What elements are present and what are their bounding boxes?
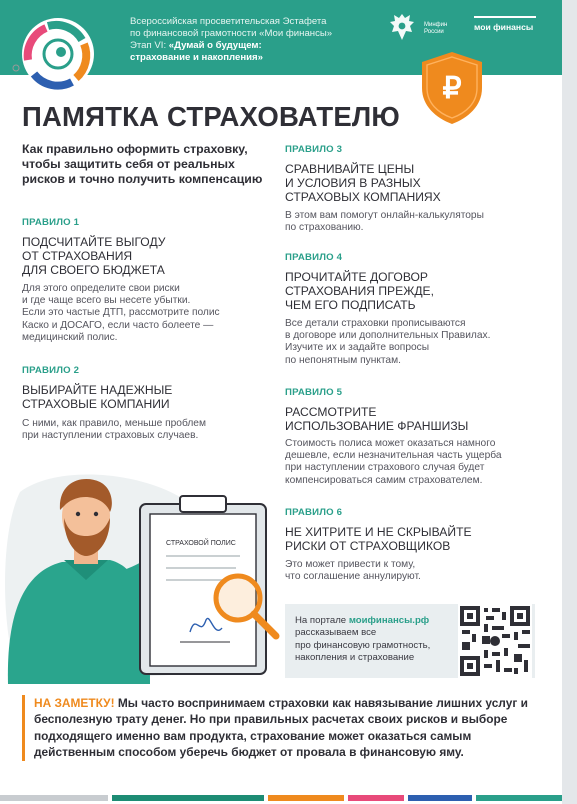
rule-5-label: ПРАВИЛО 5 [285,387,343,398]
note-label: НА ЗАМЕТКУ! [34,696,115,710]
relay-logo-icon [6,4,114,92]
rule-3-label: ПРАВИЛО 3 [285,144,343,155]
bottom-bar-blue [408,795,472,801]
relay-line-2: по финансовой грамотности «Мои финансы» [130,28,333,39]
moi-finansy-logo-text: мои финансы [474,22,534,32]
portal-prefix: На портале [295,615,349,626]
rule-4-title: ПРОЧИТАЙТЕ ДОГОВОР СТРАХОВАНИЯ ПРЕЖДЕ, ЧЕМ ЕГО ПОДПИСАТЬ [285,270,434,313]
rule-6-label: ПРАВИЛО 6 [285,507,343,518]
rule-2-label: ПРАВИЛО 2 [22,365,80,376]
portal-link[interactable]: моифинансы.рф [348,615,430,626]
svg-text:₽: ₽ [442,72,462,105]
rule-6-title: НЕ ХИТРИТЕ И НЕ СКРЫВАЙТЕ РИСКИ ОТ СТРАХОВЩИКОВ [285,525,472,554]
coat-of-arms-icon [388,12,416,42]
rule-6-text: Это может привести к тому, что соглашение аннулируют. [285,559,421,583]
portal-info-box [285,604,535,678]
page-edge-strip [562,0,577,804]
rule-4-text: Все детали страховки прописываются в договоре или дополнительных Правилах. Изучите их и задайте вопросы по непонятным пунктам. [285,318,491,366]
bottom-bar-orange [268,795,344,801]
relay-description [130,16,380,64]
ruble-shield-icon [420,52,484,124]
rule-1-text: Для этого определите свои риски и где чаще всего вы несете убытки. Если это частые ДТП, рассмотрите полис Каско и ДОСАГО, если часто болеете — медицинский полис. [22,283,220,343]
stage-title-1: «Думай о будущем: [168,40,262,51]
man-with-policy-illustration [0,452,290,684]
rule-4-label: ПРАВИЛО 4 [285,252,343,263]
intro-text: Как правильно оформить страховку, чтобы защитить себя от реальных рисков и точно получить компенсацию [22,142,263,187]
bottom-bar-teal-2 [476,795,562,801]
bottom-color-bars [0,795,562,801]
qr-code-icon[interactable] [458,604,532,678]
bottom-bar-teal [112,795,264,801]
rule-5-text: Стоимость полиса может оказаться намного дешевле, если незначительная часть ущерба при наступлении страхового случая будет компенсироваться самим страхователем. [285,438,502,486]
bottom-bar-gray [0,795,108,801]
stage-title-2: страхование и накопления» [130,52,263,63]
rule-5-title: РАССМОТРИТЕ ИСПОЛЬЗОВАНИЕ ФРАНШИЗЫ [285,405,469,434]
bottom-bar-pink [348,795,404,801]
page-title: ПАМЯТКА СТРАХОВАТЕЛЮ [22,101,400,132]
stage-prefix: Этап VI: [130,40,169,51]
portal-description: рассказываем все про финансовую грамотность, накопления и страхование [295,627,431,664]
policy-document-label: СТРАХОВОЙ ПОЛИС [166,540,236,547]
rule-1-title: ПОДСЧИТАЙТЕ ВЫГОДУ ОТ СТРАХОВАНИЯ ДЛЯ СВОЕГО БЮДЖЕТА [22,235,166,278]
minfin-line-1: Минфин [424,22,448,28]
rule-1-label: ПРАВИЛО 1 [22,217,80,228]
stage-line [130,40,380,52]
portal-text [295,615,455,665]
rule-2-title: ВЫБИРАЙТЕ НАДЕЖНЫЕ СТРАХОВЫЕ КОМПАНИИ [22,383,173,412]
rule-2-text: С ними, как правило, меньше проблем при наступлении страховых случаев. [22,418,206,442]
relay-line-1: Всероссийская просветительская Эстафета [130,16,327,27]
minfin-logo [424,22,464,36]
rule-3-text: В этом вам помогут онлайн-калькуляторы по страхованию. [285,210,484,234]
rule-3-title: СРАВНИВАЙТЕ ЦЕНЫ И УСЛОВИЯ В РАЗНЫХ СТРАХОВЫХ КОМПАНИЯХ [285,162,441,205]
note-text: Мы часто воспринимаем страховки как навязывание лишних услуг и бесполезную трату денег. Но при правильных расчетах своих рисков и выборе подходящего именно вам продукта, страхование может оказаться самым действенным способом уберечь бюджет от провала в финансовую яму. [34,696,528,760]
moi-finansy-logo [474,16,536,32]
note-block [22,695,542,761]
minfin-line-2: России [424,29,444,35]
